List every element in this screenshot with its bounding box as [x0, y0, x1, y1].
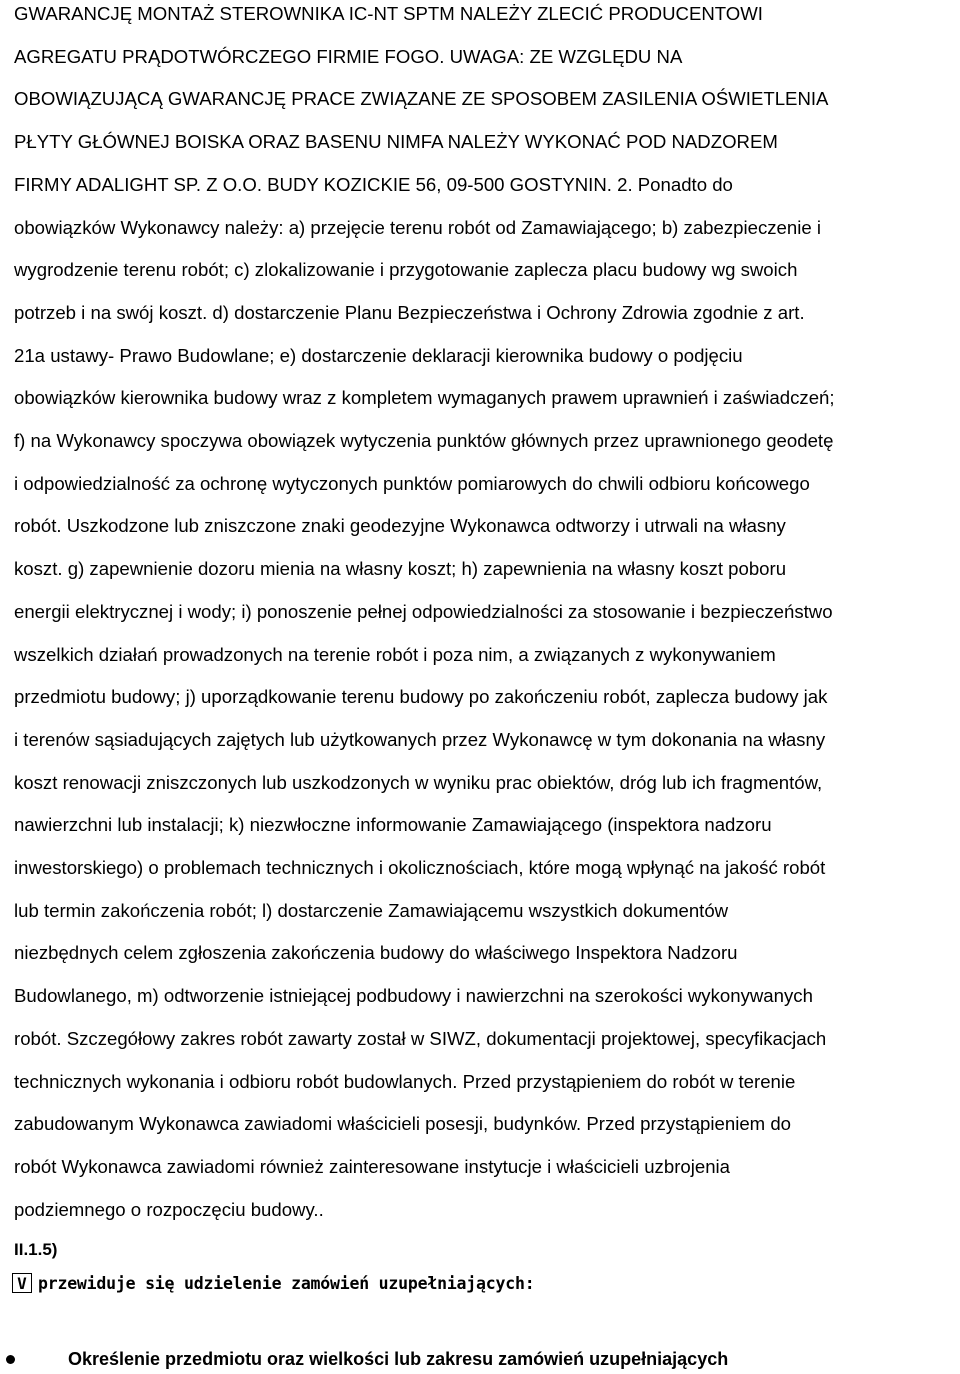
paragraph-line: lub termin zakończenia robót; l) dostarczenie Zamawiającemu wszystkich dokumentów	[14, 899, 729, 921]
bullet-icon	[6, 1355, 15, 1364]
paragraph-line: wszelkich działań prowadzonych na terenie robót i poza nim, a związanych z wykonywaniem	[14, 643, 776, 665]
paragraph-line: PŁYTY GŁÓWNEJ BOISKA ORAZ BASENU NIMFA NALEŻY WYKONAĆ POD NADZOREM	[14, 131, 778, 153]
paragraph-line: podziemnego o rozpoczęciu budowy..	[14, 1198, 324, 1220]
paragraph-line: AGREGATU PRĄDOTWÓRCZEGO FIRMIE FOGO. UWAGA: ZE WZGLĘDU NA	[14, 45, 683, 67]
paragraph-line: koszt. g) zapewnienie dozoru mienia na własny koszt; h) zapewnienia na własny koszt poboru	[14, 558, 787, 580]
paragraph-line: energii elektrycznej i wody; i) ponoszenie pełnej odpowiedzialności za stosowanie i bezpieczeństwo	[14, 600, 833, 622]
list-item-text: Określenie przedmiotu oraz wielkości lub zakresu zamówień uzupełniających	[68, 1349, 729, 1369]
section-number: II.1.5)	[14, 1240, 58, 1259]
paragraph-line: OBOWIĄZUJĄCĄ GWARANCJĘ PRACE ZWIĄZANE ZE SPOSOBEM ZASILENIA OŚWIETLENIA	[14, 88, 829, 110]
paragraph-line: obowiązków kierownika budowy wraz z kompletem wymaganych prawem uprawnień i zaświadczeń;	[14, 387, 835, 409]
paragraph-line: wygrodzenie terenu robót; c) zlokalizowanie i przygotowanie zaplecza placu budowy wg swoich	[14, 259, 798, 281]
paragraph-line: robót. Szczegółowy zakres robót zawarty został w SIWZ, dokumentacji projektowej, specyfikacjach	[14, 1027, 827, 1049]
checkbox-row	[12, 1271, 534, 1295]
checkbox-mark: V	[17, 1273, 27, 1293]
paragraph-line: zabudowanym Wykonawca zawiadomi właścicieli posesji, budynków. Przed przystąpieniem do	[14, 1113, 791, 1135]
paragraph-line: robót. Uszkodzone lub zniszczone znaki geodezyjne Wykonawca odtworzy i utrwali na własny	[14, 515, 786, 537]
paragraph-line: i terenów sąsiadujących zajętych lub użytkowanych przez Wykonawcę w tym dokonania na własny	[14, 728, 826, 750]
checkbox[interactable]	[12, 1273, 32, 1293]
list-item	[0, 1347, 960, 1373]
paragraph-line: i odpowiedzialność za ochronę wytyczonych punktów pomiarowych do chwili odbioru końcowego	[14, 472, 810, 494]
paragraph-line: 21a ustawy- Prawo Budowlane; e) dostarczenie deklaracji kierownika budowy o podjęciu	[14, 344, 743, 366]
paragraph-line: inwestorskiego) o problemach technicznych i okolicznościach, które mogą wpłynąć na jakość robót	[14, 857, 826, 878]
paragraph-line: koszt renowacji zniszczonych lub uszkodzonych w wyniku prac obiektów, dróg lub ich fragmentów,	[14, 771, 823, 793]
paragraph-line: nawierzchni lub instalacji; k) niezwłoczne informowanie Zamawiającego (inspektora nadzoru	[14, 814, 772, 836]
paragraph-line: GWARANCJĘ MONTAŻ STEROWNIKA IC-NT SPTM NALEŻY ZLECIĆ PRODUCENTOWI	[14, 3, 763, 24]
checkbox-label: przewiduje się udzielenie zamówień uzupełniających:	[38, 1273, 535, 1293]
paragraph-line: przedmiotu budowy; j) uporządkowanie terenu budowy po zakończeniu robót, zaplecza budowy jak	[14, 686, 828, 708]
paragraph-line: FIRMY ADALIGHT SP. Z O.O. BUDY KOZICKIE 56, 09-500 GOSTYNIN. 2. Ponadto do	[14, 173, 733, 195]
paragraph-line: Budowlanego, m) odtworzenie istniejącej podbudowy i nawierzchni na szerokości wykonywanych	[14, 985, 813, 1007]
paragraph-line: potrzeb i na swój koszt. d) dostarczenie Planu Bezpieczeństwa i Ochrony Zdrowia zgodnie z art.	[14, 301, 805, 323]
paragraph-line: robót Wykonawca zawiadomi również zainteresowane instytucje i właścicieli uzbrojenia	[14, 1155, 731, 1177]
paragraph-line: niezbędnych celem zgłoszenia zakończenia budowy do właściwego Inspektora Nadzoru	[14, 942, 738, 964]
paragraph-line: f) na Wykonawcy spoczywa obowiązek wytyczenia punktów głównych przez uprawnionego geodetę	[14, 430, 834, 451]
paragraph-line: technicznych wykonania i odbioru robót budowlanych. Przed przystąpieniem do robót w terenie	[14, 1070, 796, 1092]
paragraph-line: obowiązków Wykonawcy należy: a) przejęcie terenu robót od Zamawiającego; b) zabezpieczenie i	[14, 216, 822, 238]
